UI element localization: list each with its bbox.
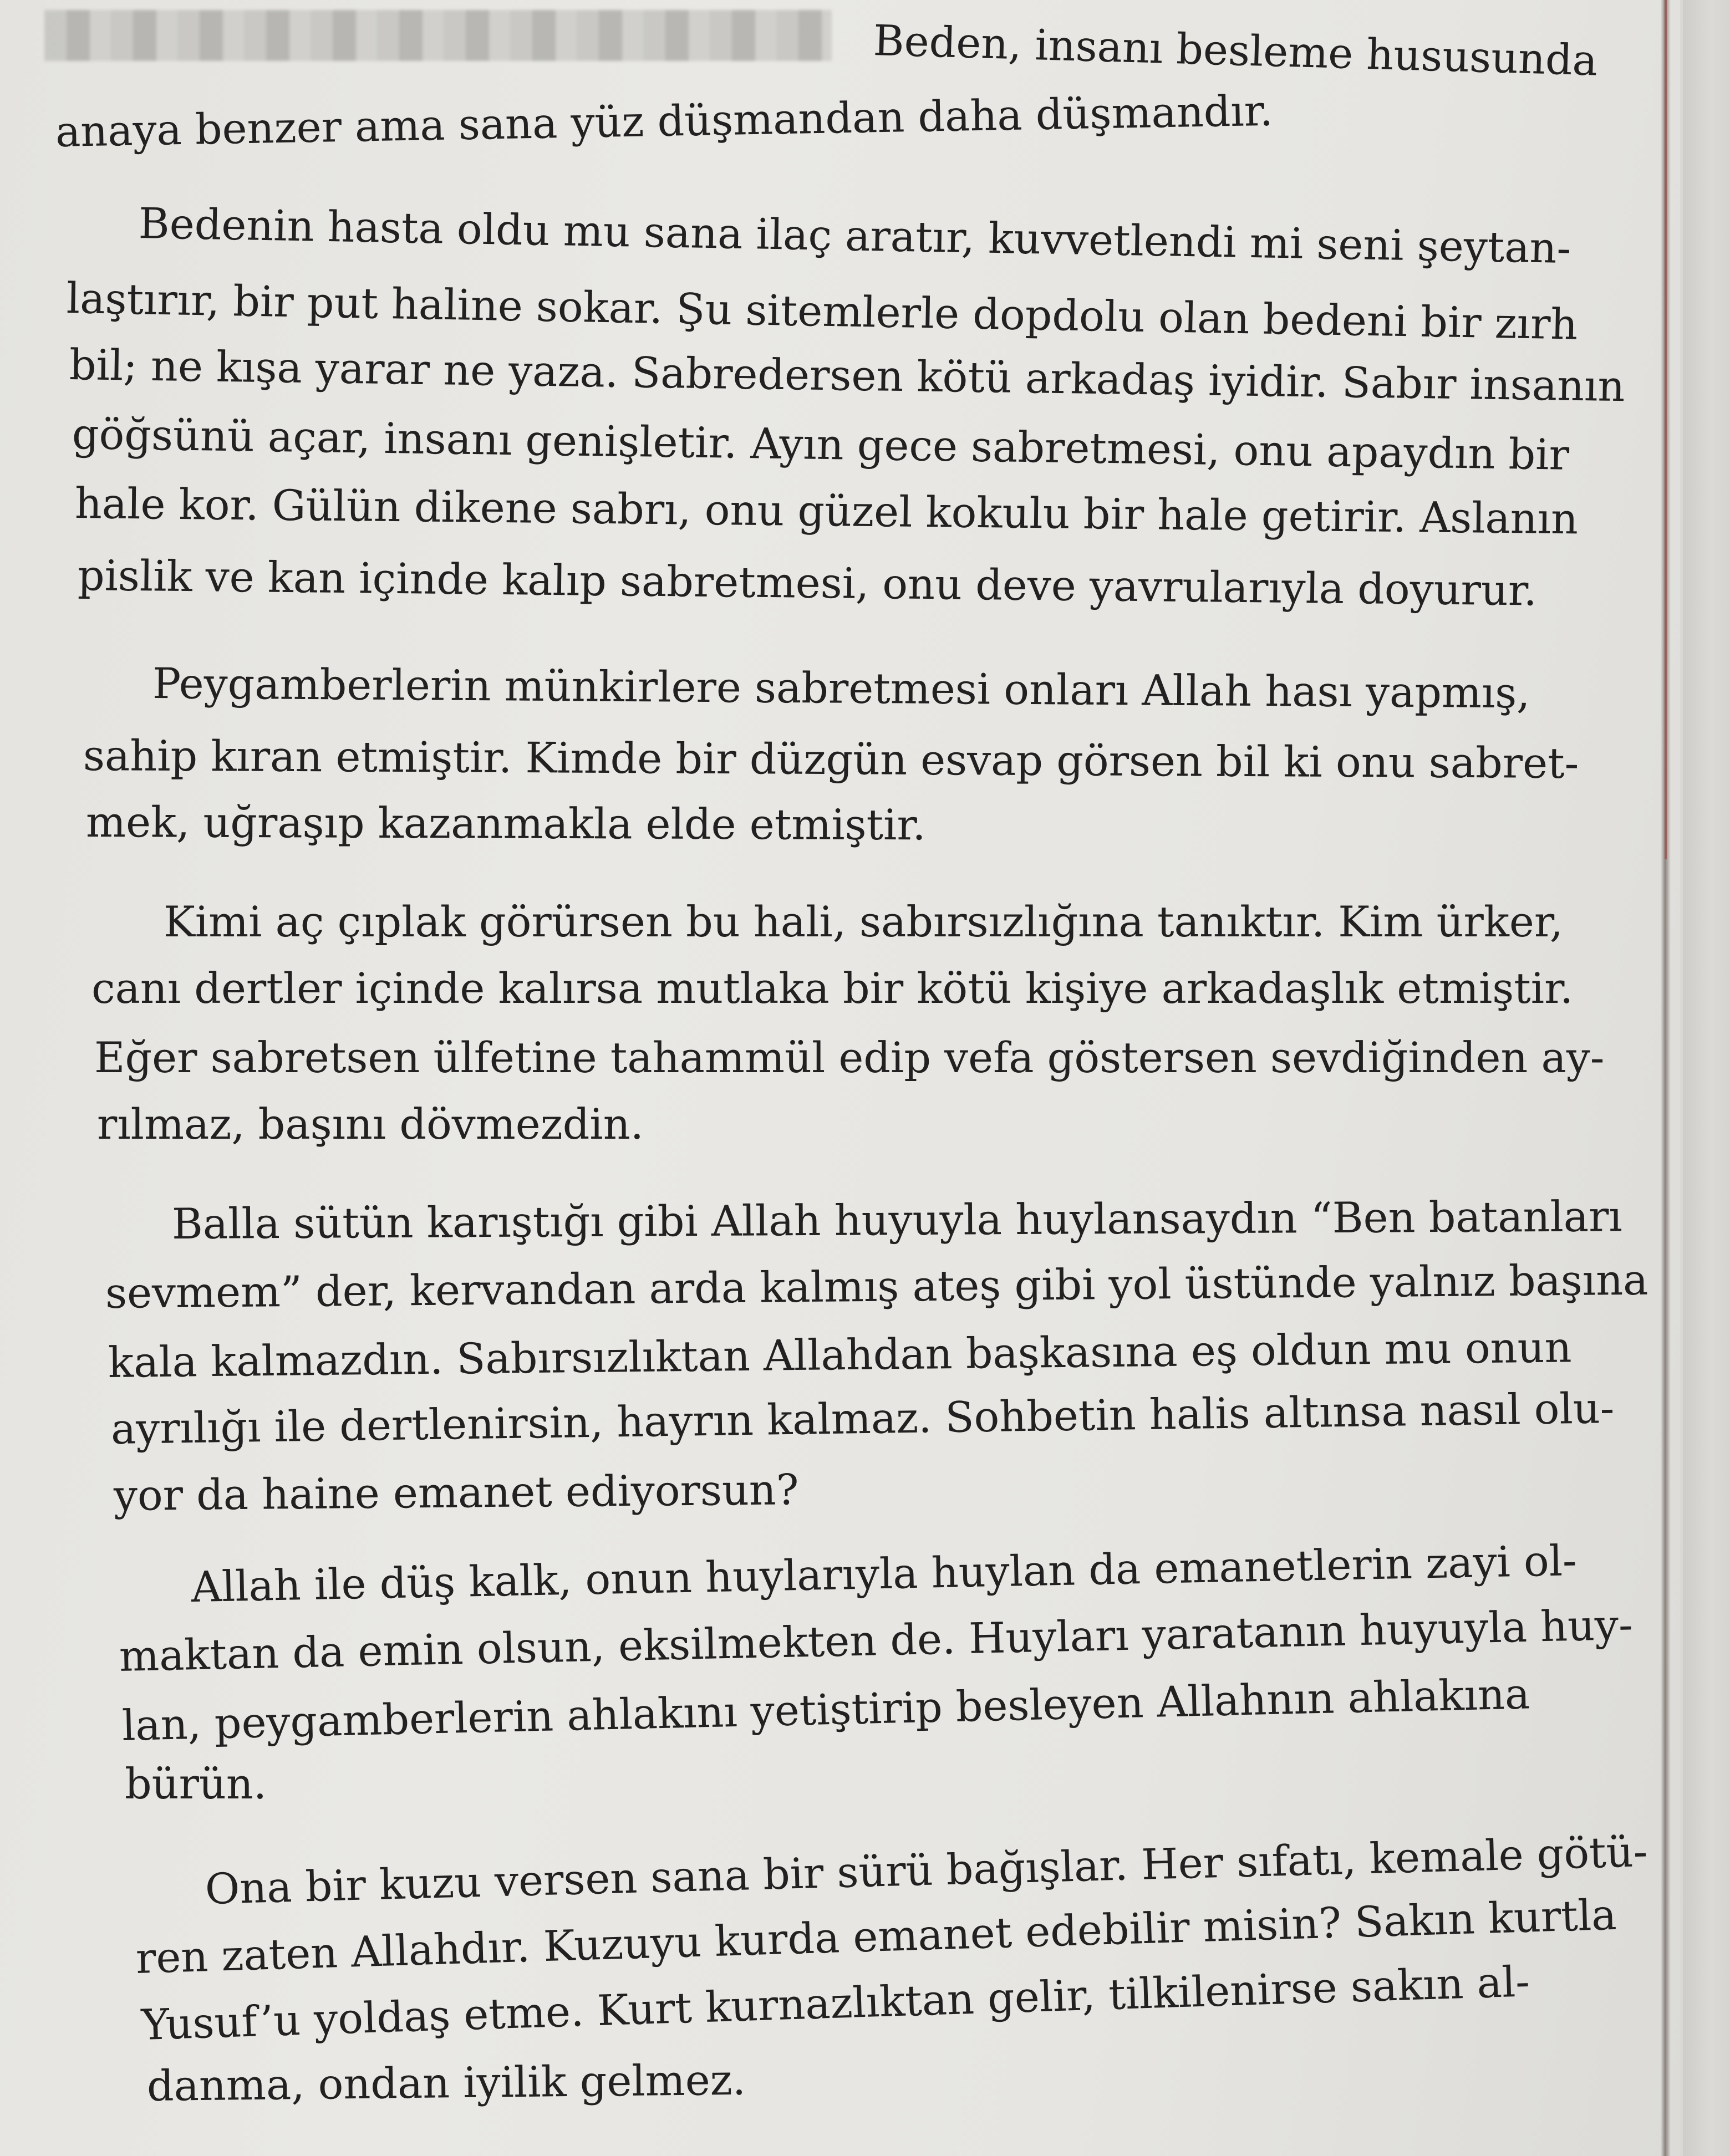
text-line: ayrılığı ile dertlenirsin, hayrın kalmaz. Sohbetin halis altınsa nasıl olu- (110, 1383, 1615, 1454)
text-line: mek, uğraşıp kazanmakla elde etmiştir. (85, 797, 926, 850)
text-line: Bedenin hasta oldu mu sana ilaç aratır, kuvvetlendi mi seni şeytan- (138, 198, 1571, 273)
text-line: Beden, insanı besleme hususunda (872, 16, 1599, 85)
text-line: bil; ne kışa yarar ne yaza. Sabredersen kötü arkadaş iyidir. Sabır insanın (69, 340, 1626, 411)
book-spine-edge (1665, 0, 1667, 859)
text-line: anaya benzer ama sana yüz düşmandan daha düşmandır. (55, 85, 1274, 156)
text-line: Ona bir kuzu versen sana bir sürü bağışlar. Her sıfatı, kemale götü- (204, 1826, 1648, 1914)
text-line: Kimi aç çıplak görürsen bu hali, sabırsızlığına tanıktır. Kim ürker, (164, 897, 1564, 946)
text-line: Balla sütün karıştığı gibi Allah huyuyla huylansaydın “Ben batanları (171, 1191, 1622, 1248)
text-line: yor da haine emanet ediyorsun? (113, 1465, 799, 1520)
text-line: bürün. (125, 1759, 267, 1808)
adjacent-page-edge (1683, 0, 1730, 2156)
text-line: pislik ve kan içinde kalıp sabretmesi, onu deve yavrularıyla doyurur. (77, 551, 1538, 615)
text-line: laştırır, bir put haline sokar. Şu sitemlerle dopdolu olan bedeni bir zırh (66, 273, 1579, 349)
text-line: maktan da emin olsun, eksilmekten de. Huyları yaratanın huyuyla huy- (119, 1599, 1634, 1681)
text-line: kala kalmazdın. Sabırsızlıktan Allahdan başkasına eş oldun mu onun (108, 1322, 1572, 1387)
text-line: sevmem” der, kervandan arda kalmış ateş gibi yol üstünde yalnız başına (105, 1255, 1648, 1318)
text-line: göğsünü açar, insanı genişletir. Ayın gece sabretmesi, onu apaydın bir (72, 409, 1570, 480)
text-line: lan, peygamberlerin ahlakını yetiştirip besleyen Allahnın ahlakına (121, 1669, 1531, 1750)
text-line: ren zaten Allahdır. Kuzuyu kurda emanet edebilir misin? Sakın kurtla (135, 1889, 1617, 1983)
text-line: Eğer sabretsen ülfetine tahammül edip vefa göstersen sevdiğinden ay- (94, 1033, 1605, 1082)
text-line: danma, ondan iyilik gelmez. (146, 2055, 746, 2111)
text-line: hale kor. Gülün dikene sabrı, onu güzel kokulu bir hale getirir. Aslanın (74, 478, 1579, 544)
text-line: canı dertler içinde kalırsa mutlaka bir kötü kişiye arkadaşlık etmiştir. (91, 964, 1574, 1013)
text-line: Allah ile düş kalk, onun huylarıyla huylan da emanetlerin zayi ol- (191, 1536, 1578, 1612)
text-line: sahip kıran etmiştir. Kimde bir düzgün esvap görsen bil ki onu sabret- (83, 731, 1579, 788)
text-line: Peygamberlerin münkirlere sabretmesi onları Allah hası yapmış, (152, 659, 1530, 718)
text-line: Yusuf’u yoldaş etme. Kurt kurnazlıktan gelir, tilkilenirse sakın al- (140, 1956, 1531, 2050)
blurred-redaction (44, 10, 832, 61)
text-line: rılmaz, başını dövmezdin. (97, 1099, 644, 1149)
